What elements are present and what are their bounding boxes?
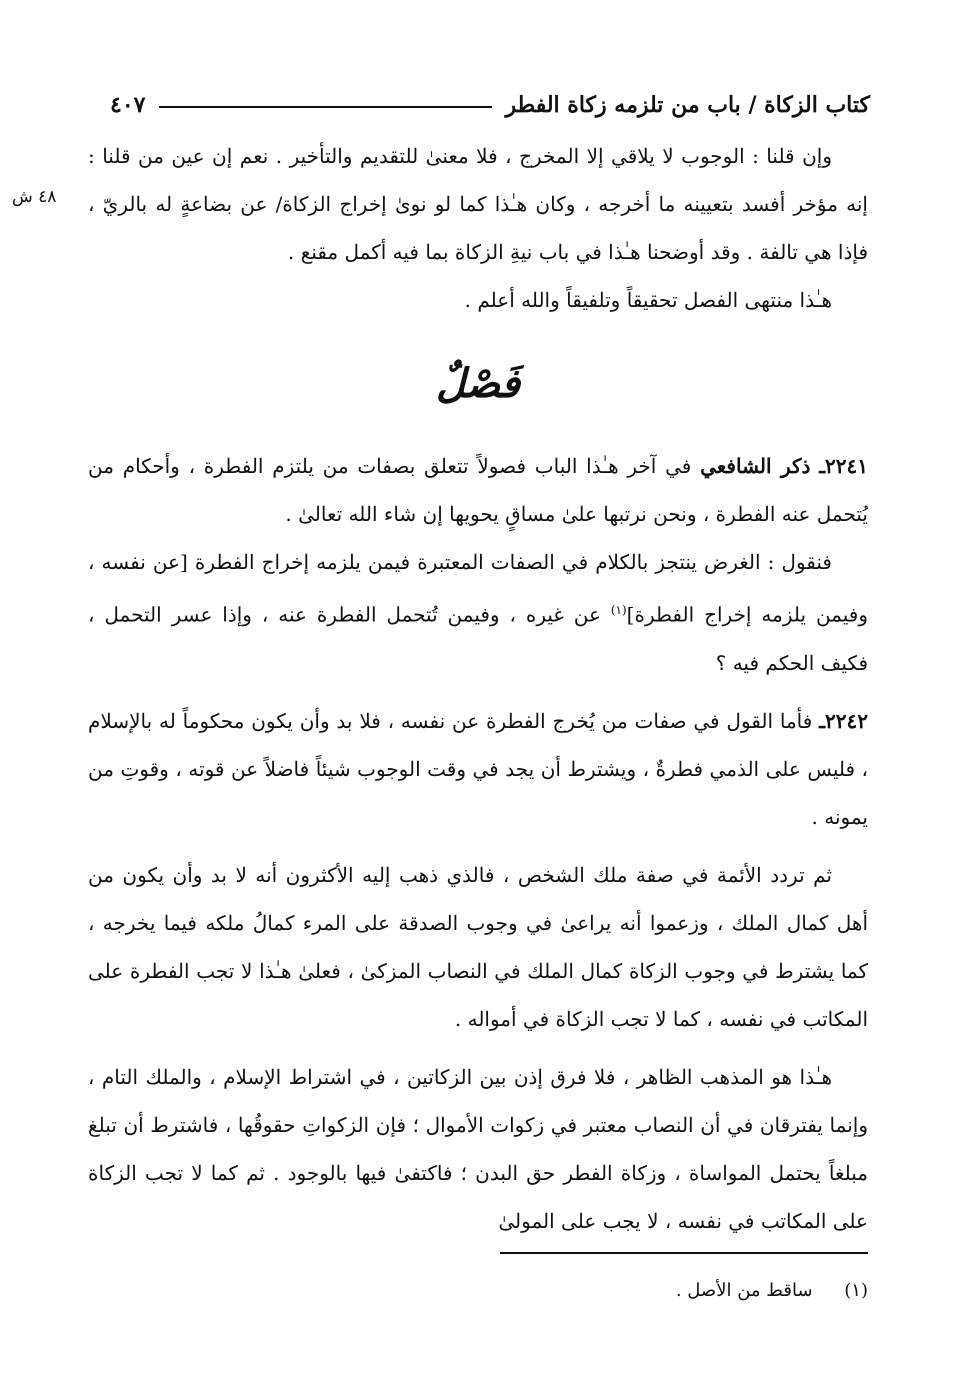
footnote-text: ساقط من الأصل . — [675, 1280, 813, 1301]
scholar-name: ذكر الشافعي — [700, 454, 811, 478]
paragraph-2241 — [88, 442, 868, 538]
paragraph-2: هـٰذا منتهى الفصل تحقيقاً وتلفيقاً والله أعلم . — [464, 288, 832, 312]
header-title: كتاب الزكاة / باب من تلزمه زكاة الفطر — [505, 92, 870, 118]
page-header — [110, 78, 870, 118]
footnote-number: (١) — [844, 1280, 868, 1301]
paragraph-text: فأما القول في صفات من يُخرج الفطرة عن نفسه ، فلا بد وأن يكون محكوماً له بالإسلام ، فليس على الذمي فطرةٌ ، ويشترط أن يجد في وقت الوجوب شيئاً فاضلاً عن قوته ، وقوتِ من يمونه . — [88, 708, 869, 829]
main-text — [88, 132, 868, 1245]
paragraph-2242 — [88, 697, 868, 841]
paragraph-hadha: هـٰذا هو المذهب الظاهر ، فلا فرق إذن بين الزكاتين ، في اشتراط الإسلام ، والملك التام ، وإنما يفترقان في أن النصاب معتبر في زكوات الأموال ؛ فإن الزكواتِ حقوقُها ، فاشترط أن تبلغ مبلغاً يحتمل المواساة ، وزكاة الفطر حق البدن ؛ فاكتفىٰ فيها بالوجود . ثم كما لا تجب الزكاة على المكاتب في نفسه ، لا يجب على المولىٰ — [88, 1064, 868, 1233]
paragraph-thumma: ثم تردد الأئمة في صفة ملك الشخص ، فالذي ذهب إليه الأكثرون أنه لا بد وأن يكون من أهل كمال الملك ، وزعموا أنه يراعىٰ في وجوب الصدقة على المرء كمالُ ملكه فيما يخرجه ، كما يشترط في وجوب الزكاة كمال الملك في النصاب المزكىٰ ، فعلىٰ هـٰذا لا تجب الفطرة على المكاتب في نفسه ، كما لا تجب الزكاة في أمواله . — [88, 862, 868, 1031]
footnote-reference[interactable]: (١) — [610, 603, 627, 617]
paragraph-text: في آخر هـٰذا الباب فصولاً تتعلق بصفات من يلتزم الفطرة ، وأحكام من يُتحمل عنه الفطرة ، ونحن نرتبها علىٰ مساقٍ يحويها إن شاء الله تعالىٰ . — [88, 454, 868, 526]
footnote-divider — [500, 1252, 868, 1254]
paragraph-number: ٢٢٤١ـ — [819, 454, 869, 478]
paragraph-faqul — [88, 538, 868, 687]
paragraph-1: وإن قلنا : الوجوب لا يلاقي إلا المخرج ، فلا معنىٰ للتقديم والتأخير . نعم إن عين من قلنا : إنه مؤخر أفسد بتعيينه ما أخرجه ، وكان هـٰذا كما لو نوىٰ إخراج الزكاة/ عن بضاعةٍ له بالريّ ، فإذا هي تالفة . وقد أوضحنا هـٰذا في باب نيةِ الزكاة بما فيه أكمل مقنع . — [88, 144, 868, 264]
margin-note: ٤٨ ش — [12, 187, 57, 207]
paragraph-number: ٢٢٤٢ـ — [819, 708, 868, 733]
paragraph-text-a: فنقول : الغرض ينتجز بالكلام في الصفات المعتبرة فيمن يلزمه إخراج الفطرة [عن نفسه ، وفيمن يلزمه إخراج الفطرة] — [88, 550, 868, 627]
section-heading-fasl: فَصْلٌ — [435, 360, 521, 407]
page-number: ٤٠٧ — [110, 92, 146, 118]
footnote — [300, 1276, 868, 1306]
header-rule — [159, 106, 491, 108]
paragraph-text-b: عن غيره ، وفيمن تُتحمل الفطرة عنه ، وإذا عسر التحمل ، فكيف الحكم فيه ؟ — [88, 602, 868, 675]
